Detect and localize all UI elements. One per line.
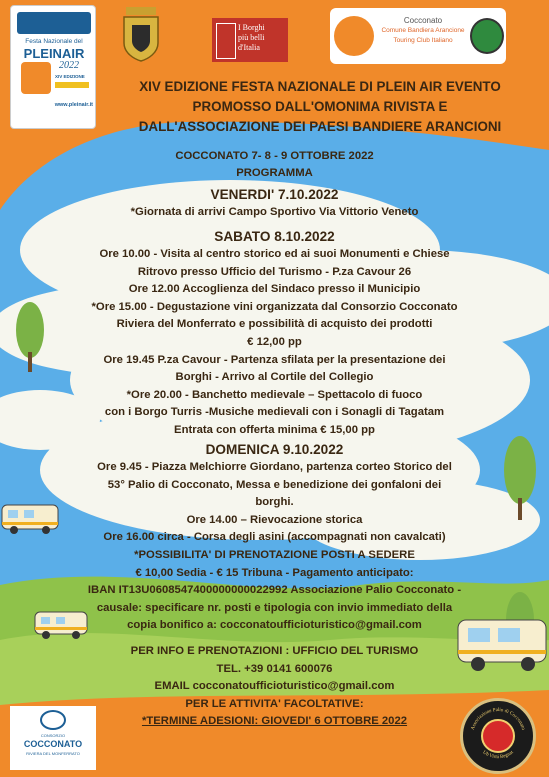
domenica-line-6: *POSSIBILITA' DI PRENOTAZIONE POSTI A SEDERE [134,548,415,561]
venerdi-title: VENERDI' 7.10.2022 [210,187,339,202]
sabato-line-6: € 12,00 pp [247,335,302,348]
consorzio-line3: RIVIERA DEL MONFERRATO [26,751,80,756]
svg-text:Ub Virtú Regnat [482,750,515,760]
borghi-line3: d'Italia [238,43,260,52]
sabato-line-10: con i Borgo Turris -Musiche medievali con i Sonagli di Tagatam [104,406,445,419]
palio-logo [460,698,536,774]
header-line-2: PROMOSSO DALL'OMONIMA RIVISTA E [192,99,448,114]
header-line-1: XIV EDIZIONE FESTA NAZIONALE DI PLEIN AIR EVENTO [139,79,501,94]
venerdi-section [0,186,549,222]
borghi-line2: più belli [238,33,265,42]
svg-text:Associazione Palio di Cocconat [471,708,526,731]
touring-club-logo [330,8,506,64]
domenica-line-1: Ore 9.45 - Piazza Melchiorre Giordano, partenza corteo Storico del [97,461,452,473]
domenica-line-10: copia bonifico a: cocconatoufficioturistico@gmail.com [127,619,422,632]
sabato-line-2: Ritrovo presso Ufficio del Turismo - P.za Cavour 26 [137,265,412,278]
event-header [100,77,540,137]
info-line-3: EMAIL cocconatoufficioturistico@gmail.com [154,680,395,693]
domenica-line-4: Ore 14.00 – Rievocazione storica [186,513,363,526]
domenica-line-8: IBAN IT13U0608547400000000022992 Associazione Palio Cocconato - [87,584,462,597]
domenica-line-3: borghi. [255,496,294,509]
sabato-line-1: Ore 10.00 - Visita al centro storico ed ai suoi Monumenti e Chiese [99,248,450,260]
touring-line2: Comune Bandiera Arancione [381,27,465,34]
borghi-logo [212,18,288,62]
touring-line3: Touring Club Italiano [393,37,453,44]
pleinair-url: www.pleinair.it [54,102,93,108]
info-line-2: TEL. +39 0141 600076 [216,662,333,675]
consorzio-line1: CONSORZIO [40,733,66,738]
sabato-line-4: *Ore 15.00 - Degustazione vini organizzata dal Consorzio Cocconato [91,300,458,313]
info-line-5: *TERMINE ADESIONI: GIOVEDI' 6 OTTOBRE 2022 [141,715,408,728]
sabato-line-8: Borghi - Arrivo al Cortile del Collegio [175,371,374,384]
domenica-title: DOMENICA 9.10.2022 [205,442,344,457]
sabato-line-5: Riviera del Monferrato e possibilità di acquisto dei prodotti [116,318,433,331]
event-dates-block [0,148,549,182]
sabato-line-3: Ore 12.00 Accoglienza del Sindaco presso il Municipio [128,283,421,296]
domenica-section [0,441,549,635]
event-dates: COCCONATO 7- 8 - 9 OTTOBRE 2022 [175,150,374,162]
pleinair-logo [10,5,96,129]
pleinair-year: 2022 [59,60,79,71]
info-line-1: PER INFO E PRENOTAZIONI : UFFICIO DEL TURISMO [130,645,419,657]
palio-line2: Ub Virtú Regnat [481,750,515,761]
info-line-4: PER LE ATTIVITA' FACOLTATIVE: [185,697,364,710]
pleinair-title: PLEINAIR [23,46,85,61]
sabato-line-9: *Ore 20.00 - Banchetto medievale – Spettacolo di fuoco [126,388,423,401]
consorzio-line2: COCCONATO [23,739,83,749]
sabato-title: SABATO 8.10.2022 [214,229,335,244]
borghi-line1: I Borghi [238,23,265,32]
consorzio-logo [10,706,96,770]
coat-of-arms-icon [118,5,164,63]
domenica-line-9: causale: specificare nr. posti e tipologia con invio immediato della [96,601,453,614]
programma-label: PROGRAMMA [236,167,313,179]
header-line-3: DALL'ASSOCIAZIONE DEI PAESI BANDIERE ARANCIONI [138,119,502,134]
palio-line1: Associazione Palio di Cocconato [470,707,526,731]
touring-line1: Cocconato [403,16,443,25]
domenica-line-7: € 10,00 Sedia - € 15 Tribuna - Pagamento anticipato: [135,566,414,579]
sabato-section [0,228,549,440]
sabato-line-7: Ore 19.45 P.za Cavour - Partenza sfilata per la presentazione dei [103,353,446,366]
domenica-line-2: 53° Palio di Cocconato, Messa e benedizione dei gonfaloni dei [107,478,442,491]
sabato-line-11: Entrata con offerta minima € 15,00 pp [174,423,375,436]
pleinair-edition: XIV EDIZIONE [55,74,85,79]
domenica-line-5: Ore 16.00 circa - Corsa degli asini (accompagnati non cavalcati) [103,531,446,544]
pleinair-line1: Festa Nazionale del [25,38,83,45]
venerdi-line-1: *Giornata di arrivi Campo Sportivo Via Vittorio Veneto [130,206,419,218]
